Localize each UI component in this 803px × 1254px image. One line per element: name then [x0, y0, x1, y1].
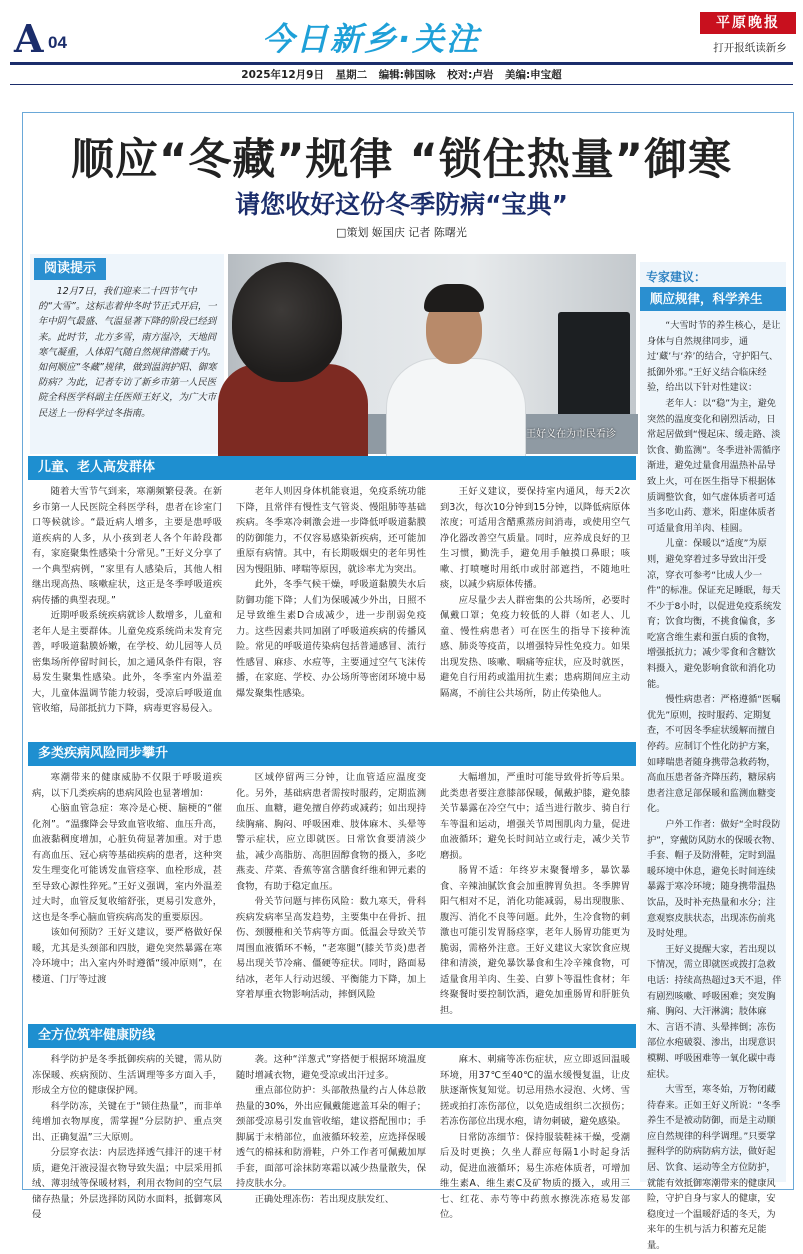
body-paragraph: 重点部位防护：头部散热量约占人体总散热量的30%，外出应佩戴能遮盖耳朵的帽子；颈部受凉易引发血管收缩，建议搭配围巾；手脚属于末梢部位，血液循环较差，应选择保暖透气的棉袜和防滑鞋，户外工作者可佩戴加厚手套，面部可涂抹防寒霜以减少热量散失，保持皮肤水分。 [236, 1085, 426, 1189]
sidebar-text [647, 318, 782, 1254]
dateline-editor: 编辑:韩国咏 [378, 69, 436, 81]
body-paragraph: 区域停留两三分钟，让血管适应温度变化。另外，基础病患者需按时服药，定期监测血压、血糖，避免擅自停药或减药；如出现持续胸痛、胸闷、呼吸困难、肢体麻木、头晕等警示症状，应立即就医。日常饮食要清淡少盐，减少高脂肪、高胆固醇食物的摄入，多吃燕麦、芹菜、香蕉等富含膳食纤维和钾元素的食物，有助于稳定血压。 [236, 772, 426, 892]
body-paragraph: 分层穿衣法：内层选择透气排汗的速干材质，避免汗液浸湿衣物导致失温；中层采用抓绒、薄羽绒等保暖材料，利用衣物间的空气层储存热量；外层选择防风防水面料，抵御寒风侵 [32, 1147, 222, 1220]
body-paragraph: 该如何预防？王好义建议，要严格做好保暖，尤其是头颈部和四肢，避免突然暴露在寒冷环境中；出入室内外时遵循“缓冲原则”，在楼道、门厅等过渡 [32, 927, 222, 985]
section-1-column-2 [236, 484, 426, 740]
section-1-column-3 [440, 484, 630, 740]
article-byline: □策划 姬国庆 记者 陈曙光 [336, 226, 467, 239]
sidebar-paragraph: 大雪至，寒冬始，万物闭藏待春来。正如王好义所说：“冬季养生不是被动防御，而是主动顺应自然规律的科学调理。”只要掌握科学的防病防病方法，做好起居、饮食、运动等全方位防护，就能有效抵御寒潮带来的健康风险，守护自身与家人的健康，安稳度过一个温暖舒适的冬天，为来年的生机与活力积蓄充足能量。 [647, 1084, 781, 1252]
sidebar-paragraph: 慢性病患者：严格遵循“医嘱优先”原则，按时服药、定期复查，不可因冬季症状缓解而擅自停药。应制订个性化防护方案，如哮喘患者随身携带急救药物，高血压患者备齐降压药，糖尿病患者注意足部保暖和监测血糖变化。 [647, 694, 781, 815]
sidebar-paragraph: 老年人：以“稳”为主，避免突然的温度变化和剧烈活动，日常起居做到“慢起床、缓走路、淡饮食、勤监测”。冬季进补需循序渐进，避免过量食用温热补品导致上火，可在医生指导下根据体质调整饮食，如气虚体质者可适当多吃山药、薏米，阳虚体质者可适量食用羊肉、桂圆。 [647, 397, 781, 534]
computer-monitor [558, 312, 630, 422]
body-paragraph: 王好义建议，要保持室内通风，每天2次到3次，每次10分钟到15分钟，以降低病原体浓度；可适用含醋熏蒸房间消毒，或使用空气净化器改善空气质量。同时，应养成良好的卫生习惯，勤洗手，避免用手触摸口鼻眼；咳嗽、打喷嚏时用纸巾或肘部遮挡，不随地吐痰，以减少病原体传播。 [440, 486, 630, 590]
sidebar-tag: 专家建议： [646, 270, 707, 284]
body-paragraph: 袭。这种“洋葱式”穿搭便于根据环境温度随时增减衣物，避免受凉或出汗过多。 [236, 1054, 426, 1081]
article-subheadline: 请您收好这份冬季防病“宝典” [235, 190, 568, 219]
dateline-rule [10, 84, 793, 85]
sidebar-paragraph: 王好义提醒大家，若出现以下情况，需立即就医或拨打急救电话：持续高热超过3天不退，伴有剧烈咳嗽、呼吸困难；突发胸痛、胸闷、大汗淋漓；肢体麻木、言语不清、头晕摔倒；冻伤部位水疱破裂、渗出，出现意识模糊、呼吸困难等一氧化碳中毒症状。 [647, 943, 782, 1080]
patient-head [232, 262, 342, 382]
article-headline: 顺应“冬藏”规律 “锁住热量”御寒 [70, 135, 732, 185]
dateline-date: 2025年12月9日 [241, 69, 324, 81]
sidebar-paragraph: “大雪时节的养生核心，是让身体与自然规律同步，通过‘藏’与‘养’的结合，守护阳气、抵御外邪。”王好义结合临床经验，给出以下针对性建议： [647, 320, 781, 394]
page-letter: A [14, 16, 43, 61]
section-heading-3: 全方位筑牢健康防线 [28, 1024, 636, 1048]
body-paragraph: 心脑血管急症：寒冷是心梗、脑梗的“催化剂”。“温骤降会导致血管收缩、血压升高，血液黏稠度增加，心脏负荷显著加重。对于患有高血压、冠心病等基础疾病的患者，这种突发生理变化可能诱发血管痉挛、血栓形成，甚至导致心源性猝死。”王好义强调，室内外温差过大时，血管反复收缩舒张，更易引发意外，这也是冬季心脑血管疾病高发的重要原因。 [32, 803, 222, 923]
section-1-column-1 [32, 484, 222, 740]
body-paragraph: 正确处理冻伤：若出现皮肤发红、 [254, 1193, 395, 1205]
dateline-weekday: 星期二 [335, 69, 368, 81]
body-paragraph: 近期呼吸系统疾病就诊人数增多，儿童和老年人是主要群体。儿童免疫系统尚未发育完善，呼吸道黏膜娇嫩，在学校、幼儿园等人员密集场所停留时间长，加之通风条件有限，容易发生聚集性感染。此外，冬季室内外温差大，儿童体温调节能力较弱，受凉后呼吸道血管收缩，局部抵抗力下降，病毒更容易侵入。 [32, 610, 222, 714]
newspaper-logo: 平原晚报 [700, 12, 796, 34]
body-paragraph: 大幅增加，严重时可能导致骨折等后果。此类患者要注意膝部保暖，佩戴护膝，避免膝关节暴露在冷空气中；适当进行散步、骑自行车等温和运动，增强关节周围肌肉力量，促进血液循环；避免长时间站立或行走，减少关节磨损。 [440, 772, 630, 861]
body-paragraph: 科学防冻，关键在于“锁住热量”，而非单纯增加衣物厚度，需掌握“分层防护、重点突出、正确复温”三大原则。 [32, 1100, 222, 1143]
section-3-column-1 [32, 1052, 222, 1220]
section-title: 今日新乡·关注 [262, 20, 481, 58]
body-paragraph: 此外，冬季气候干燥，呼吸道黏膜失水后防御功能下降；人们为保暖减少外出，日照不足导致维生素D合成减少，进一步削弱免疫力。这些因素共同加剧了呼吸道疾病的传播风险。常见的呼吸道传染病包括普通感冒、流行性感冒、麻疹、水痘等，主要通过空气飞沫传播，在家庭、学校、办公场所等密闭环境中易爆发聚集性感染。 [236, 579, 426, 699]
reading-tips-text: 12月7日，我们迎来二十四节气中的“大雪”。这标志着仲冬时节正式开启，一年中阴气最盛、气温显著下降的阶段已经到来。此时节，北方多雪，南方湿冷，天地间寒气凝重，人体阳气随自然规律潜藏于内。如何顺应“冬藏”规律，做到温润护阳、御寒防病？为此，记者专访了新乡市第一人民医院全科医学科副主任医师王好义，为广大市民送上一份科学过冬指南。 [38, 286, 217, 419]
body-paragraph: 应尽量少去人群密集的公共场所，必要时佩戴口罩；免疫力较低的人群（如老人、儿童、慢性病患者）可在医生的指导下接种流感、肺炎等疫苗，以增强特异性免疫力。如果出现发热、咳嗽、咽痛等症状，应及时就医，避免自行用药或滥用抗生素；患病期间应主动隔离，不前往公共场所，防止传染他人。 [440, 594, 630, 699]
doctor-hair [424, 284, 484, 312]
doctor-figure [386, 358, 526, 458]
section-2-column-1 [32, 770, 222, 1022]
body-paragraph: 老年人则因身体机能衰退，免疫系统功能下降，且常伴有慢性支气管炎、慢阻肺等基础疾病。冬季寒冷刺激会进一步降低呼吸道黏膜的防御能力，不仅容易感染新疾病，还可能加重原有病情。其中，有长期吸烟史的老年男性因为慢阻肺、哮喘等原因，就诊率尤为突出。 [236, 486, 426, 575]
body-paragraph: 随着大雪节气到来，寒潮频繁侵袭。在新乡市第一人民医院全科医学科，患者在诊室门口等候就诊。“最近病人增多，主要是患呼吸道疾病的人多，从小孩到老人各个年龄段都有，家庭聚集性感染十分常见。”王好义分享了一个典型病例，“家里有人感染后，其他人相继出现高热、咳嗽症状，这正是冬季呼吸道疾病传播的典型表现。” [32, 486, 222, 606]
sidebar-paragraph: 户外工作者：做好“全时段防护”，穿戴防风防水的保暖衣物、手套、帽子及防滑鞋，定时到温暖环境中休息，避免长时间连续暴露于寒冷环境；随身携带温热饮品，及时补充热量和水分；注意观察皮肤状态，出现冻伤前兆及时处理。 [647, 819, 781, 940]
masthead-rule [10, 62, 793, 65]
reading-tips-label: 阅读提示 [34, 258, 106, 280]
newspaper-slogan: 打开报纸读新乡 [713, 42, 787, 54]
masthead [0, 0, 803, 92]
body-paragraph: 骨关节问题与摔伤风险：数九寒天，骨科疾病发病率呈高发趋势，主要集中在骨折、扭伤、颈腰椎和关节病等方面。低温会导致关节周围血液循环不畅，“老寒腿”(膝关节炎)患者易出现关节冷痛、僵硬等症状。同时，路面易结冰，老年人行动迟缓、平衡能力下降，加上穿着厚重衣物影响活动，摔倒风险 [236, 896, 426, 1000]
dateline-proof: 校对:卢岩 [447, 69, 494, 81]
section-2-column-3 [440, 770, 630, 1022]
article-photo [228, 254, 636, 446]
page-number: 04 [48, 33, 67, 52]
section-heading-2: 多类疾病风险同步攀升 [28, 742, 636, 766]
body-paragraph: 科学防护是冬季抵御疾病的关键，需从防冻保暖、疾病预防、生活调理等多方面入手，形成全方位的健康保护网。 [32, 1054, 222, 1096]
section-2-column-2 [236, 770, 426, 1022]
body-paragraph: 日常防冻细节：保持服装鞋袜干燥，受潮后及时更换；久坐人群应每隔1小时起身活动，促进血液循环；易生冻疮体质者，可增加维生素A、维生素C及矿物质的摄入，或用三七、红花、赤芍等中药煎水擦洗冻疮易发部位。 [440, 1131, 630, 1220]
sidebar-paragraph: 儿童：保暖以“适度”为原则，避免穿着过多导致出汗受凉，穿衣可参考“比成人少一件”的标准。保证充足睡眠，每天不少于8小时，以促进免疫系统发育；饮食均衡，不挑食偏食，多吃富含维生素和蛋白质的食物，增强抵抗力；减少零食和含糖饮料摄入，避免影响食欲和消化功能。 [647, 538, 782, 690]
section-3-column-3 [440, 1052, 630, 1220]
body-paragraph: 麻木、刺痛等冻伤症状，应立即返回温暖环境，用37℃至40℃的温水缓慢复温，让皮肤逐渐恢复知觉。切忌用热水浸泡、火烤、雪搓或拍打冻伤部位，以免造成组织二次损伤；若冻伤部位出现水疱，请勿刺破，避免感染。 [440, 1054, 630, 1127]
section-3-column-2 [236, 1052, 426, 1205]
dateline [0, 67, 803, 82]
sidebar-title: 顺应规律，科学养生 [640, 287, 786, 311]
photo-caption: 王好义在为市民看诊 [526, 429, 616, 440]
dateline-design: 美编:申宝超 [504, 69, 562, 81]
body-paragraph: 肠胃不适：年终岁末聚餐增多，暴饮暴食、辛辣油腻饮食会加重脾胃负担。冬季脾胃阳气相对不足，消化功能减弱，易出现腹胀、腹泻、消化不良等问题。此外，生冷食物的刺激也可能引发胃肠痉挛，老年人肠胃功能更为脆弱，需格外注意。王好义建议大家饮食应规律和清淡，避免暴饮暴食和生冷辛辣食物，可适量食用羊肉、生姜、白萝卜等温性食材；年终聚餐时要控制饮酒，避免加重肠胃和肝脏负担。 [440, 865, 630, 1016]
body-paragraph: 寒潮带来的健康威胁不仅限于呼吸道疾病，以下几类疾病的患病风险也显著增加： [32, 772, 222, 799]
section-heading-1: 儿童、老人高发群体 [28, 456, 636, 480]
